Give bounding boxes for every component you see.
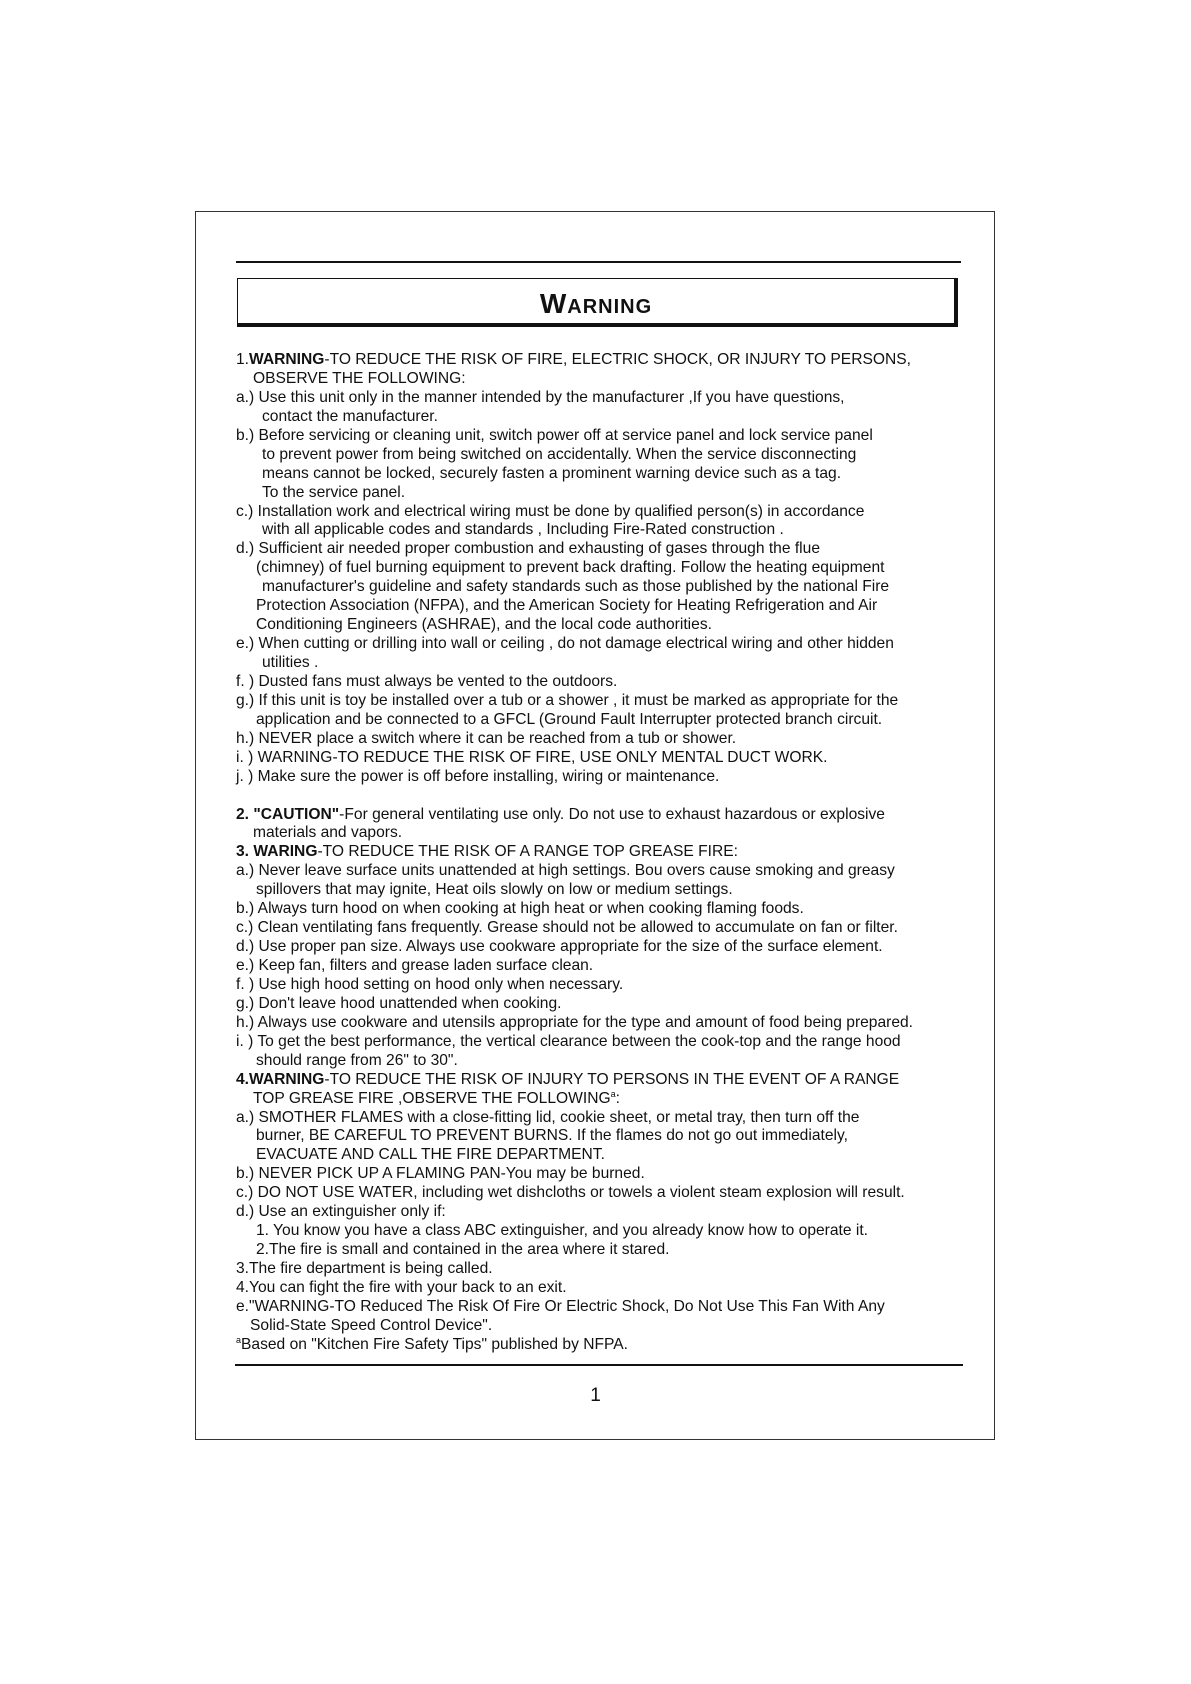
list-item: h.) NEVER place a switch where it can be reached from a tub or shower.: [236, 729, 737, 747]
list-item-cont: utilities .: [262, 654, 319, 671]
list-item-cont: Protection Association (NFPA), and the American Society for Heating Refrigeration and Air: [256, 597, 878, 615]
list-item: e.) When cutting or drilling into wall or ceiling , do not damage electrical wiring and other hidden: [236, 635, 894, 653]
section-4-number: 4.: [236, 1070, 250, 1088]
footnote: [236, 1336, 976, 1355]
list-item: c.) Installation work and electrical wiring must be done by qualified person(s) in accordance: [236, 502, 865, 520]
section-1-heading-text: -TO REDUCE THE RISK OF FIRE, ELECTRIC SHOCK, OR INJURY TO PERSONS,: [324, 351, 911, 368]
list-item-cont: means cannot be locked, securely fasten a prominent warning device such as a tag.: [262, 464, 842, 482]
list-item: a.) SMOTHER FLAMES with a close-fitting lid, cookie sheet, or metal tray, then turn off the: [236, 1108, 860, 1126]
section-4-heading-text: -TO REDUCE THE RISK OF INJURY TO PERSONS IN THE EVENT OF A RANGE: [324, 1070, 900, 1088]
section-gap: [236, 787, 976, 806]
list-item-cont: To the service panel.: [262, 483, 406, 501]
list-item-cont: application and be connected to a GFCL (Ground Fault Interrupter protected branch circuit.: [256, 710, 883, 728]
list-item: a.) Use this unit only in the manner intended by the manufacturer ,If you have questions,: [236, 388, 845, 406]
list-item-cont: manufacturer's guideline and safety standards such as those published by the national Fire: [262, 578, 890, 596]
list-item: g.) If this unit is toy be installed over a tub or a shower , it must be marked as appropriate for the: [236, 691, 899, 709]
section-1-heading-cont: OBSERVE THE FOLLOWING:: [253, 369, 466, 387]
list-item: 3.The fire department is being called.: [236, 1260, 493, 1277]
list-item: d.) Use proper pan size. Always use cookware appropriate for the size of the surface element.: [236, 938, 883, 956]
list-item: c.) Clean ventilating fans frequently. Grease should not be allowed to accumulate on fan or filter.: [236, 919, 898, 937]
section-2-heading: [236, 806, 976, 825]
section-2-text: -For general ventilating use only. Do not use to exhaust hazardous or explosive: [339, 805, 885, 823]
list-item: j. ) Make sure the power is off before installing, wiring or maintenance.: [236, 767, 720, 785]
page-number: 1: [590, 1385, 601, 1406]
list-item: b.) NEVER PICK UP A FLAMING PAN-You may be burned.: [236, 1165, 645, 1183]
list-item-cont: should range from 26" to 30".: [256, 1051, 458, 1069]
list-item-cont: contact the manufacturer.: [262, 407, 438, 425]
list-item-cont: spillovers that may ignite, Heat oils slowly on low or medium settings.: [256, 881, 733, 899]
section-3-number: 3.: [236, 843, 254, 861]
list-item-cont: EVACUATE AND CALL THE FIRE DEPARTMENT.: [256, 1146, 605, 1164]
section-3-heading-text: -TO REDUCE THE RISK OF A RANGE TOP GREASE FIRE:: [317, 843, 739, 861]
list-item: c.) DO NOT USE WATER, including wet dishcloths or towels a violent steam explosion will result.: [236, 1184, 905, 1202]
list-item: d.) Use an extinguisher only if:: [236, 1203, 446, 1221]
section-4-heading-cont-text: TOP GREASE FIRE ,OBSERVE THE FOLLOWING: [253, 1089, 611, 1107]
list-item: i. ) To get the best performance, the vertical clearance between the cook-top and the range hood: [236, 1032, 901, 1050]
footnote-text: Based on "Kitchen Fire Safety Tips" published by NFPA.: [241, 1335, 628, 1353]
list-item: f. ) Dusted fans must always be vented to the outdoors.: [236, 672, 618, 690]
warning-content: [236, 351, 976, 1355]
list-item: e.) Keep fan, filters and grease laden surface clean.: [236, 957, 594, 974]
bottom-divider: [235, 1364, 963, 1366]
list-item-cont: (chimney) of fuel burning equipment to prevent back drafting. Follow the heating equipment: [256, 559, 885, 577]
section-3-heading: [236, 843, 976, 862]
title-box: [237, 278, 958, 327]
section-4-heading-cont: [236, 1090, 976, 1109]
list-item: i. ) WARNING-TO REDUCE THE RISK OF FIRE, USE ONLY MENTAL DUCT WORK.: [236, 748, 828, 766]
list-item-cont: Conditioning Engineers (ASHRAE), and the local code authorities.: [256, 616, 712, 634]
section-1-number: 1.: [236, 351, 250, 368]
section-1-heading: [236, 351, 976, 370]
section-2-number: 2.: [236, 805, 254, 823]
section-2-text-cont: materials and vapors.: [253, 824, 403, 842]
section-1-label: WARNING: [249, 351, 325, 368]
list-item: h.) Always use cookware and utensils appropriate for the type and amount of food being prepared.: [236, 1013, 914, 1031]
footnote-reference: a: [610, 1088, 616, 1099]
list-item-cont: burner, BE CAREFUL TO PREVENT BURNS. If the flames do not go out immediately,: [256, 1127, 848, 1145]
section-3-label: WARING: [253, 843, 318, 861]
list-item: d.) Sufficient air needed proper combustion and exhausting of gases through the flue: [236, 540, 820, 558]
footnote-marker: a: [236, 1334, 242, 1345]
list-item: b.) Always turn hood on when cooking at high heat or when cooking flaming foods.: [236, 900, 804, 918]
page-title: Warning: [539, 288, 653, 319]
section-4-heading: [236, 1071, 976, 1090]
heading-colon: :: [615, 1089, 620, 1107]
list-item-cont: to prevent power from being switched on accidentally. When the service disconnecting: [262, 445, 857, 463]
list-item: e."WARNING-TO Reduced The Risk Of Fire Or Electric Shock, Do Not Use This Fan With Any: [236, 1297, 885, 1315]
sub-list-item: 1. You know you have a class ABC extinguisher, and you already know how to operate it.: [256, 1222, 869, 1240]
sub-list-item: 2.The fire is small and contained in the area where it stared.: [256, 1241, 670, 1259]
list-item: 4.You can fight the fire with your back to an exit.: [236, 1278, 567, 1296]
list-item: b.) Before servicing or cleaning unit, switch power off at service panel and lock service panel: [236, 426, 873, 444]
list-item-cont: with all applicable codes and standards , Including Fire-Rated construction .: [262, 521, 784, 539]
section-2-label: "CAUTION": [253, 805, 340, 823]
list-item-cont: Solid-State Speed Control Device".: [250, 1316, 493, 1334]
list-item: g.) Don't leave hood unattended when cooking.: [236, 994, 562, 1012]
list-item: a.) Never leave surface units unattended at high settings. Bou overs cause smoking and greasy: [236, 862, 895, 880]
section-4-label: WARNING: [249, 1070, 325, 1088]
top-divider: [236, 261, 961, 263]
list-item: f. ) Use high hood setting on hood only when necessary.: [236, 975, 624, 993]
